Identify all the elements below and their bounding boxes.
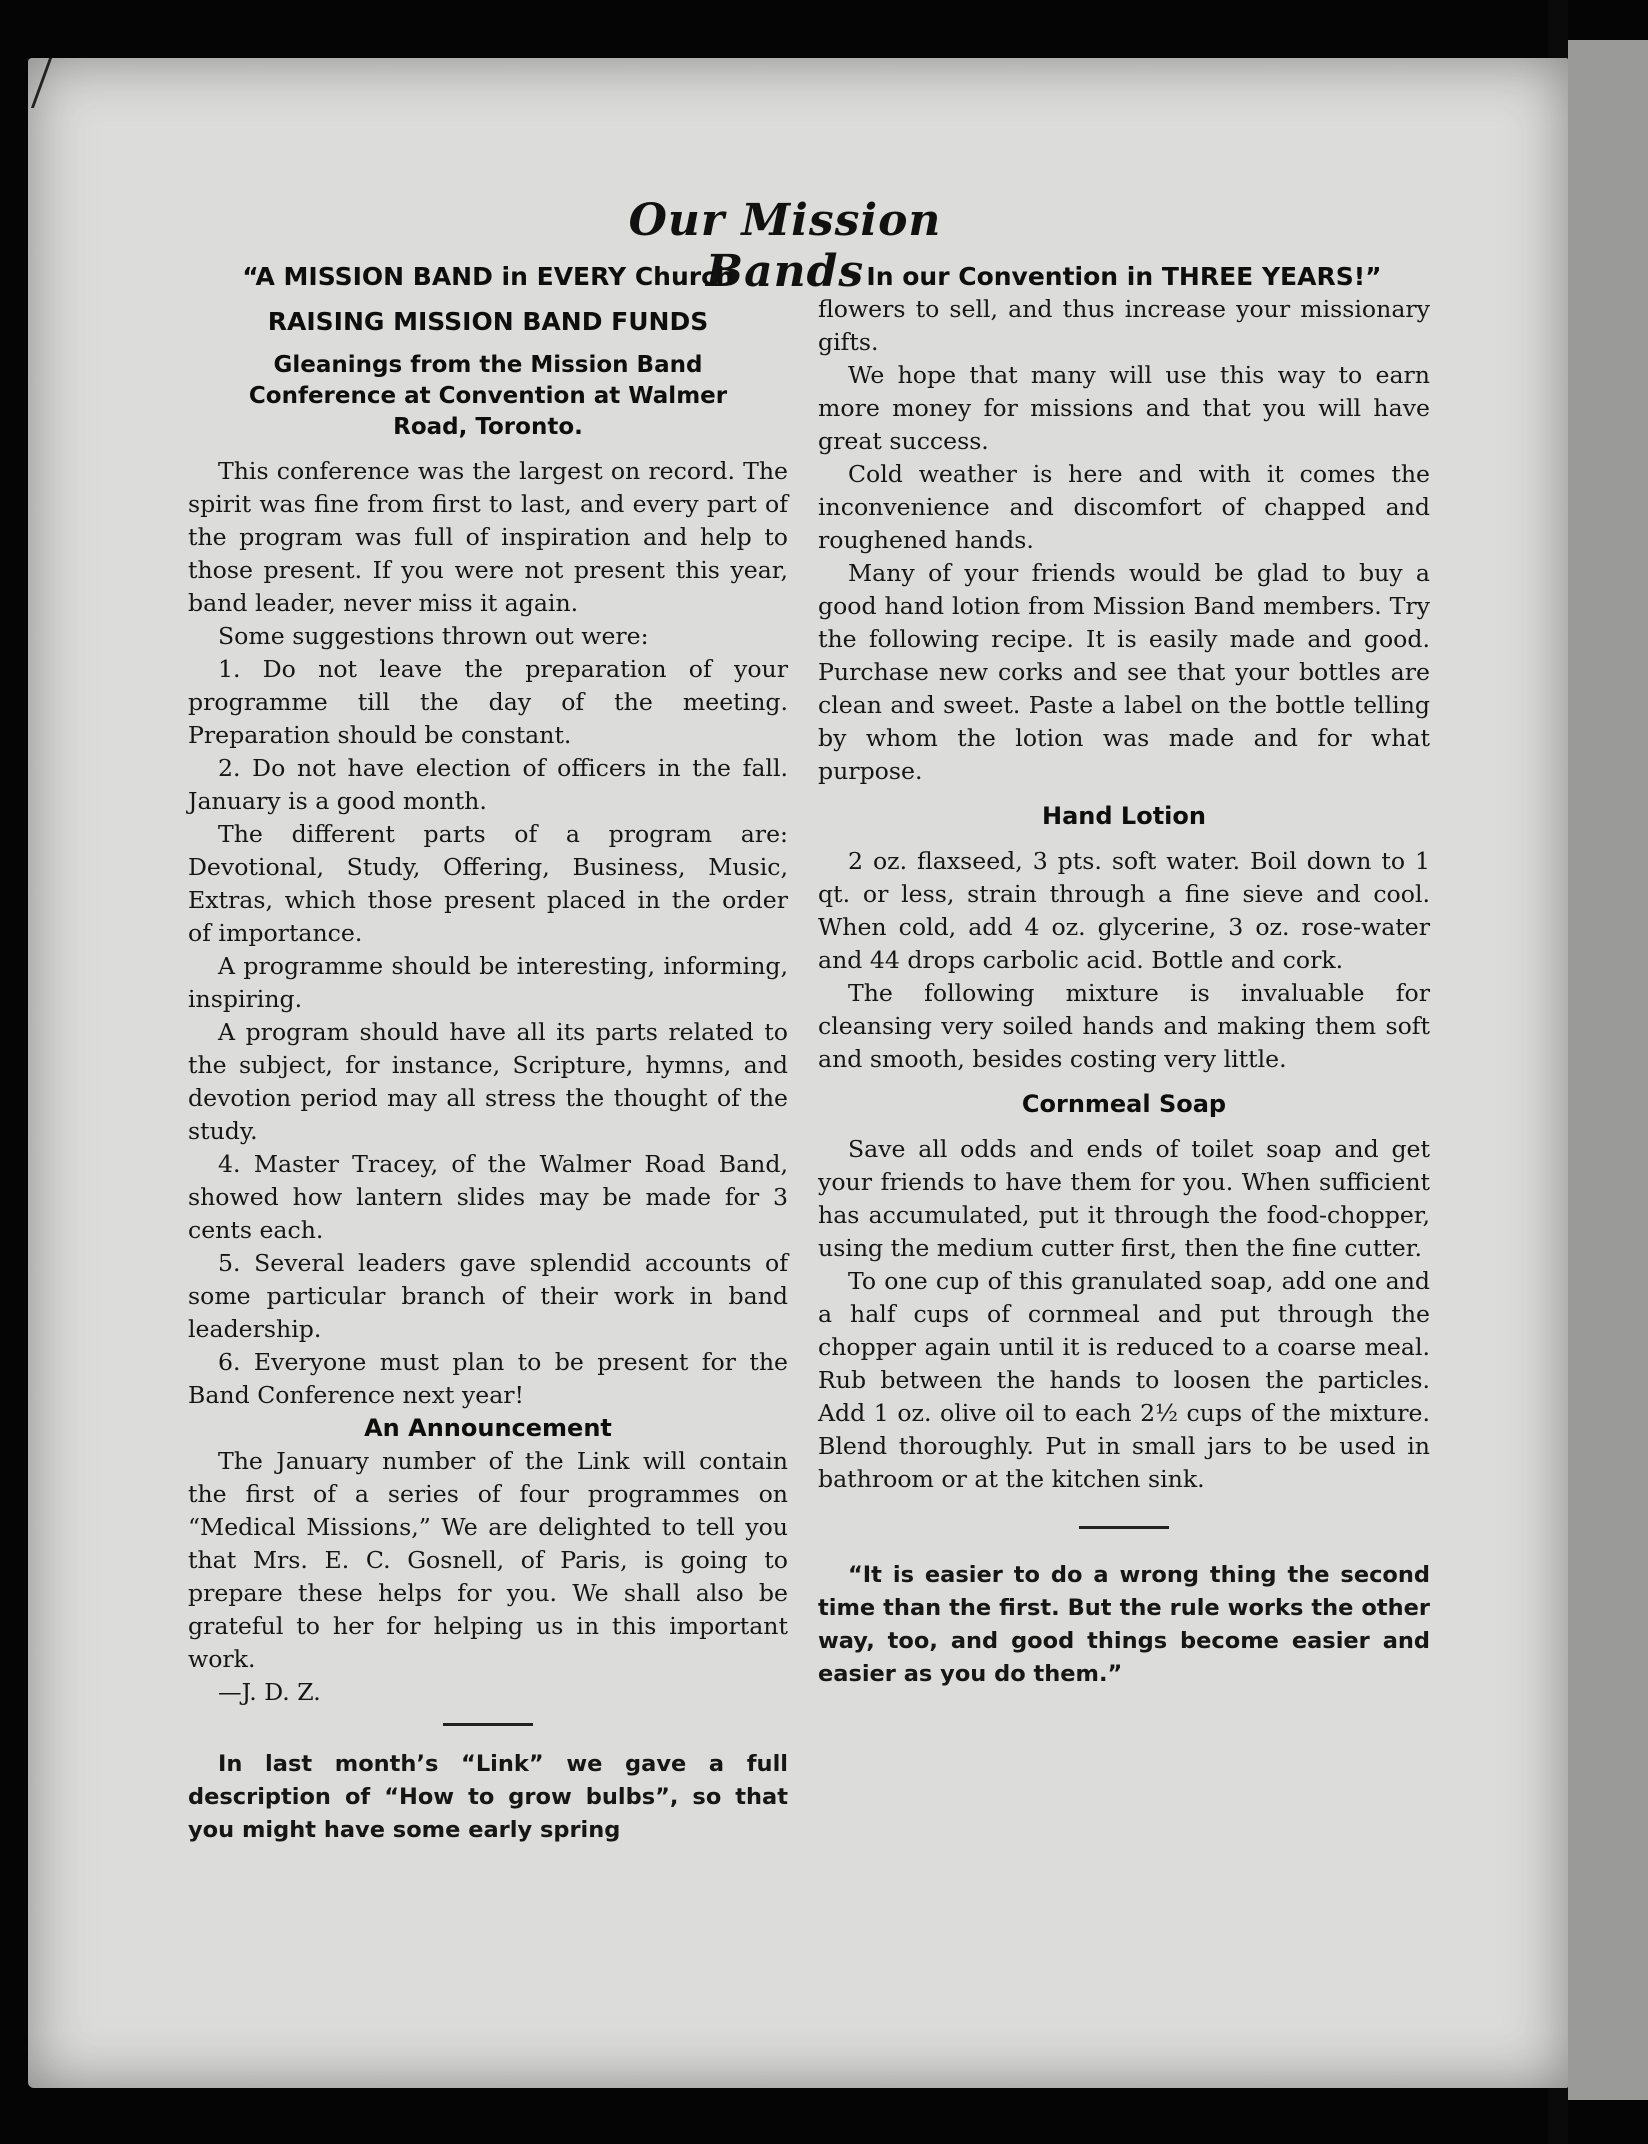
recipe-heading: Hand Lotion (1042, 802, 1206, 830)
paragraph: flowers to sell, and thus increase your missionary gifts. (818, 295, 1430, 356)
paragraph: Many of your friends would be glad to buy a good hand lotion from Mission Band members. Try the following recipe. It is easily made and good. Purchase new corks and see that your bottles are clean and sweet. Paste a label on the bottle telling by whom the lotion was made and for what purpose. (818, 559, 1430, 785)
paragraph: Cold weather is here and with it comes the inconvenience and discomfort of chapped and roughened hands. (818, 460, 1430, 554)
paragraph: 5. Several leaders gave splendid accounts of some particular branch of their work in band leadership. (188, 1249, 788, 1343)
announcement-heading: An Announcement (364, 1414, 612, 1442)
announcement-text: The January number of the Link will contain the first of a series of four programmes on “Medical Missions,” We are delighted to tell you that Mrs. E. C. Gosnell, of Paris, is going to prepare these helps for you. We shall also be grateful to her for helping us in this important work. (188, 1447, 788, 1673)
next-page-edge (1568, 40, 1648, 2100)
paragraph: 2. Do not have election of officers in the fall. January is a good month. (188, 754, 788, 815)
section-heading: RAISING MISSION BAND FUNDS (267, 307, 709, 336)
paragraph: 4. Master Tracey, of the Walmer Road Band, showed how lantern slides may be made for 3 cents each. (188, 1150, 788, 1244)
recipe-text: 2 oz. flaxseed, 3 pts. soft water. Boil down to 1 qt. or less, strain through a fine sieve and cool. When cold, add 4 oz. glycerine, 3 oz. rose-water and 44 drops carbolic acid. Bottle and cork. (818, 847, 1430, 974)
paragraph: The different parts of a program are: Devotional, Study, Offering, Business, Music, Extras, which those present placed in the order of importance. (188, 820, 788, 947)
banner-right: In our Convention in THREE YEARS!” (866, 262, 1382, 291)
page-title: Our Mission Bands (628, 195, 942, 297)
paragraph: The following mixture is invaluable for cleansing very soiled hands and making them soft and smooth, besides costing very little. (818, 979, 1430, 1073)
paragraph: A programme should be interesting, informing, inspiring. (188, 952, 788, 1013)
banner-left: “A MISSION BAND in EVERY Church (242, 262, 734, 291)
signature: —J. D. Z. (218, 1678, 321, 1706)
paragraph: 1. Do not leave the preparation of your programme till the day of the meeting. Preparation should be constant. (188, 655, 788, 749)
left-column (188, 260, 788, 1847)
article-title: Gleanings from the Mission Band Conference at Convention at Walmer Road, Toronto. (248, 352, 728, 440)
right-column (818, 260, 1430, 1691)
recipe-text: Save all odds and ends of toilet soap and get your friends to have them for you. When sufficient has accumulated, put it through the food-chopper, using the medium cutter first, then the fine cutter. (818, 1135, 1430, 1262)
quote: “It is easier to do a wrong thing the second time than the first. But the rule works the other way, too, and good things become easier and easier as you do them.” (818, 1562, 1430, 1687)
paragraph: A program should have all its parts related to the subject, for instance, Scripture, hymns, and devotion period may all stress the thought of the study. (188, 1018, 788, 1145)
divider (1079, 1526, 1169, 1529)
paragraph: 6. Everyone must plan to be present for the Band Conference next year! (188, 1348, 788, 1409)
recipe-text: To one cup of this granulated soap, add one and a half cups of cornmeal and put through the chopper again until it is reduced to a coarse meal. Rub between the hands to loosen the particles. Add 1 oz. olive oil to each 2½ cups of the mixture. Blend thoroughly. Put in small jars to be used in bathroom or at the kitchen sink. (818, 1267, 1430, 1493)
paragraph: We hope that many will use this way to earn more money for missions and that you will have great success. (818, 361, 1430, 455)
paragraph: In last month’s “Link” we gave a full description of “How to grow bulbs”, so that you might have some early spring (188, 1751, 788, 1843)
recipe-heading: Cornmeal Soap (1021, 1090, 1227, 1118)
paragraph: This conference was the largest on record. The spirit was fine from first to last, and every part of the program was full of inspiration and help to those present. If you were not present this year, band leader, never miss it again. (188, 457, 788, 617)
paragraph: Some suggestions thrown out were: (218, 622, 649, 650)
divider (443, 1723, 533, 1726)
